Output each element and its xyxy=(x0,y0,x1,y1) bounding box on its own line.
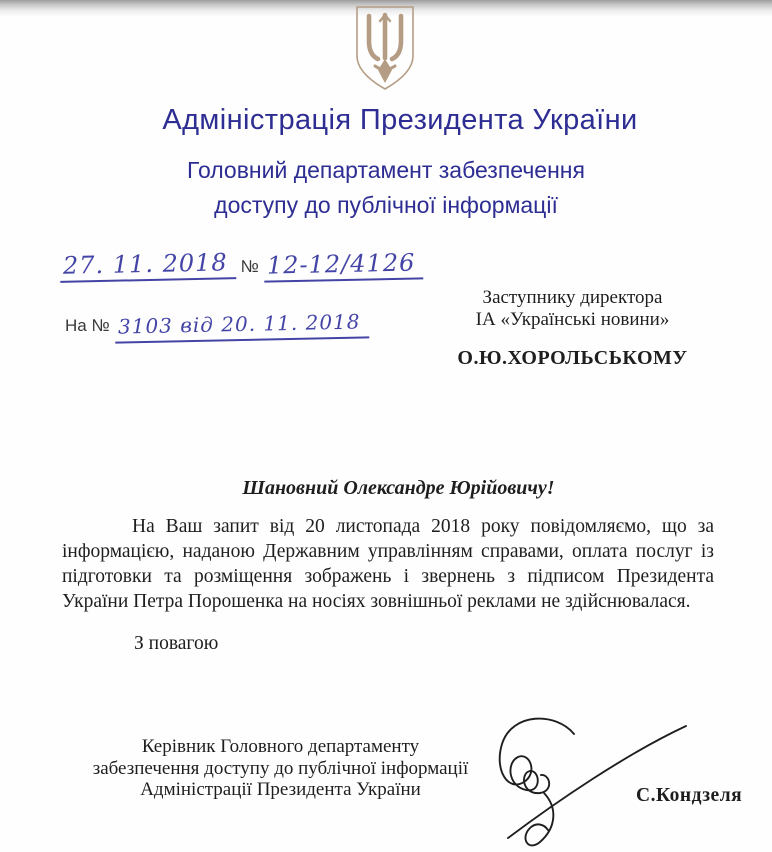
department-heading xyxy=(0,153,772,223)
reference-line-outgoing xyxy=(60,250,423,281)
signer-title-line1: Керівник Головного департаменту xyxy=(141,736,420,757)
signer-title-block xyxy=(58,736,503,801)
number-sign-label: № xyxy=(240,257,259,276)
recipient-position-line2: ІА «Українські новини» xyxy=(475,309,670,330)
signer-title-line2: забезпечення доступу до публічної інформації xyxy=(92,757,469,779)
handwritten-incoming-reference: 3103 від 20. 11. 2018 xyxy=(114,309,368,343)
handwritten-date: 27. 11. 2018 xyxy=(60,248,236,283)
recipient-block xyxy=(445,287,700,369)
handwritten-signature-icon xyxy=(478,710,692,852)
body-paragraph: На Ваш запит від 20 листопада 2018 року повідомляємо, що за інформацією, наданою Державним управлінням справами, оплата послуг із підготовки та розміщення зображень і звернень з підписом Президента України Петра Порошенка на носіях зовнішньої реклами не здійснювалася. xyxy=(62,516,714,612)
department-line1: Головний департамент забезпечення xyxy=(187,157,585,183)
recipient-position-line1: Заступнику директора xyxy=(482,287,663,308)
handwritten-outgoing-number: 12-12/4126 xyxy=(264,248,424,282)
signer-title-line3: Адміністрації Президента України xyxy=(140,779,421,800)
closing-phrase: З повагою xyxy=(134,633,219,654)
ukraine-trident-icon xyxy=(352,4,418,92)
reference-line-incoming xyxy=(60,309,368,341)
reply-prefix-label: На № xyxy=(65,316,110,335)
org-name-heading: Адміністрація Президента України xyxy=(162,104,638,136)
recipient-name: О.Ю.ХОРОЛЬСЬКОМУ xyxy=(457,347,688,369)
signer-name: С.Кондзеля xyxy=(636,785,743,806)
salutation: Шановний Олександре Юрійовичу! xyxy=(242,477,555,499)
department-line2: доступу до публічної інформації xyxy=(214,192,558,218)
